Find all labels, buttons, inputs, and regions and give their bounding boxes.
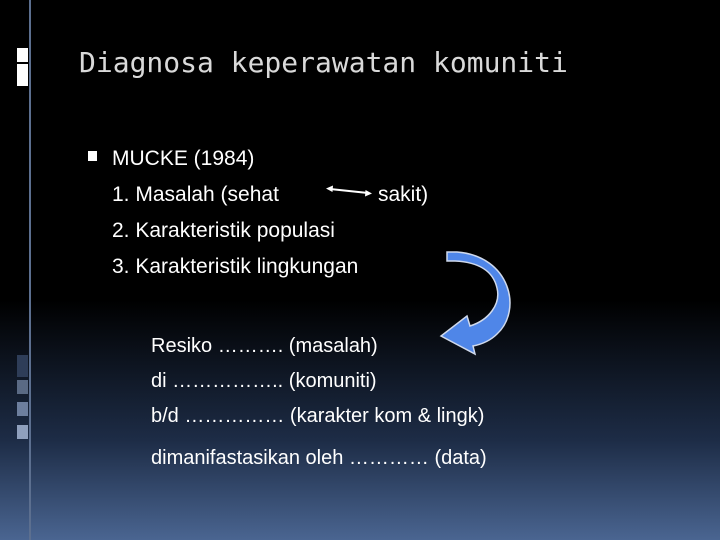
slide-title: Diagnosa keperawatan komuniti	[79, 46, 568, 79]
definition-line: Resiko ………. (masalah)	[151, 335, 378, 357]
list-item: 1. Masalah (sehat	[112, 183, 279, 206]
list-item: 3. Karakteristik lingkungan	[112, 255, 359, 278]
curved-arrow-icon	[415, 248, 525, 358]
square-bullet-icon	[88, 151, 97, 161]
double-arrow-icon	[325, 185, 373, 197]
bullet-heading: MUCKE (1984)	[112, 147, 255, 170]
definition-line: b/d …………… (karakter kom & lingk)	[151, 405, 485, 427]
sidebar-divider	[29, 0, 31, 540]
list-item: 2. Karakteristik populasi	[112, 219, 335, 242]
definition-line: di …………….. (komuniti)	[151, 370, 377, 392]
list-item-suffix: sakit)	[378, 183, 429, 206]
definition-line: dimanifastasikan oleh ………… (data)	[151, 447, 487, 469]
